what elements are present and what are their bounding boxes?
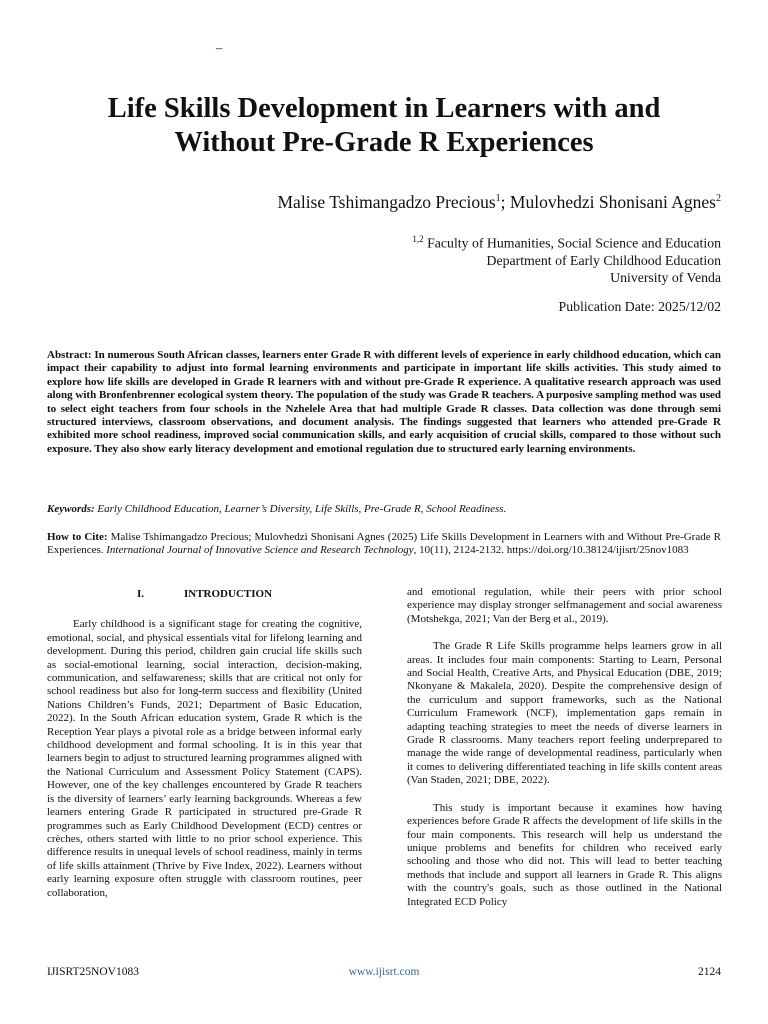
- section-title: INTRODUCTION: [184, 588, 273, 600]
- right-column: [407, 586, 722, 909]
- footer-paper-id: IJISRT25NOV1083: [47, 966, 139, 978]
- publication-date: Publication Date: 2025/12/02: [558, 299, 721, 314]
- affiliation-line-1: Faculty of Humanities, Social Science and Education: [423, 235, 721, 251]
- intro-paragraph-continued: and emotional regulation, while their peers with prior school experience may display stronger selfmanagement and social awareness (Motshekga, 2021; Van der Berg et al., 2019).: [407, 586, 722, 625]
- section-heading: [47, 588, 362, 601]
- affiliation: [412, 231, 721, 286]
- title-line-2: Without Pre-Grade R Experiences: [174, 127, 594, 158]
- keywords: [47, 503, 721, 516]
- header-mark: –: [216, 40, 223, 55]
- abstract: Abstract: In numerous South African classes, learners enter Grade R with different levels of experience in early childhood education, which can impact their capability to adjust into formal learning environments and participate in important life skills activities. This study aimed to explore how life skills are developed in Grade R learners with and without pre-Grade R experience. A qualitative research approach was used along with Bronfenbrenner ecological system theory. The population of the study was Grade R teachers. A purposive sampling method was used to select eight teachers from four schools in the Nzhelele Area that had multiple Grade R classes. Data collection was done through semi structured interviews, classroom observations, and document analysis. The findings suggested that learners who attended pre-Grade R exhibited more school readiness, improved social communication skills, and early acquisition of crucial skills, compared to those without such exposure. They also show early literacy development and emotional regulation due to structured early learning environments.: [47, 349, 721, 455]
- keywords-label: Keywords:: [47, 503, 95, 515]
- section-number: I.: [136, 588, 144, 600]
- title-line-1: Life Skills Development in Learners with and: [107, 93, 661, 124]
- paper-title: [40, 92, 728, 160]
- cite-text-1: Malise Tshimangadzo Precious; Mulovhedzi Shonisani Agnes (2025) Life Skills Development in Learners with and Without Pre-Grade R Experiences.: [47, 531, 721, 557]
- author-2: Mulovhedzi Shonisani Agnes: [509, 192, 716, 212]
- intro-paragraph-3: This study is important because it examines how having experiences before Grade R affects the development of life skills in the four main components. This research will help us understand the unique problems and benefits for children who received early schooling and those who did not. This will lead to better teaching methods that include and support all learners in Grade R. This aligns with the country's goals, such as those outlined in the National Integrated ECD Policy: [407, 801, 722, 908]
- footer-page-number: 2124: [698, 966, 721, 978]
- author-1: Malise Tshimangadzo Precious: [277, 192, 496, 212]
- intro-paragraph-1: Early childhood is a significant stage for creating the cognitive, emotional, social, and physical essentials vital for lifelong learning and development. During this period, children gain crucial life skills such as social-emotional learning, social interaction, decision-making, communication, and selfawareness; skills that are critical not only for school readiness but also for long-term success and flexibility (United Nations Children’s Funds, 2021; Department of Basic Education, 2022). In the South African education system, Grade R which is the Reception Year plays a pivotal role as a bridge between informal early childhood development and formal schooling. It is in this year that learners begin to adjust to structured learning programmes aligned with the National Curriculum and Assessment Policy Statement (CAPS). However, one of the key challenges encountered by Grade R teachers is the diversity of learners’ early learning backgrounds. Whereas a few learners entering Grade R participated in structured pre-Grade R programmes such as Early Childhood Development (ECD) centres or crèches, others started with little to no prior school experience. This difference results in unequal levels of school readiness, mainly in terms of life skills attainment (Thrive by Five Index, 2022). Learners without early learning exposure often struggle with classroom routines, peer collaboration,: [47, 618, 362, 899]
- affiliation-line-2: Department of Early Childhood Education: [486, 252, 721, 268]
- how-to-cite: [47, 531, 721, 558]
- left-column: [47, 588, 362, 900]
- affiliation-line-3: University of Venda: [610, 269, 721, 285]
- author-2-sup: 2: [716, 193, 721, 205]
- footer-website-link[interactable]: www.ijisrt.com: [348, 966, 420, 978]
- author-1-sup: 1: [495, 193, 501, 205]
- intro-paragraph-2: The Grade R Life Skills programme helps learners grow in all areas. It includes four main components: Starting to Learn, Personal and Social Health, Creative Arts, and Physical Education (DBE, 2019; Nkonyane & Makalela, 2020). Despite the comprehensive design of the curriculum and support frameworks, such as the National Curriculum Framework (NCF), implementation gaps remain in adapting teaching strategies to meet the needs of diverse learners in Grade R classrooms. Many teachers report feeling underprepared to manage the wide range of developmental readiness, particularly when it comes to delivering differentiated teaching in life skills content areas (Van Staden, 2021; DBE, 2022).: [407, 640, 722, 787]
- cite-journal: International Journal of Innovative Science and Research Technology: [106, 544, 414, 557]
- authors: [278, 192, 722, 213]
- affiliation-sup: 1,2: [412, 234, 424, 244]
- keywords-text: Early Childhood Education, Learner’s Diversity, Life Skills, Pre-Grade R, School Readiness.: [94, 503, 507, 515]
- author-separator: ;: [500, 192, 510, 212]
- cite-text-2: , 10(11), 2124-2132. https://doi.org/10.38124/ijisrt/25nov1083: [413, 544, 689, 557]
- cite-label: How to Cite:: [47, 531, 108, 543]
